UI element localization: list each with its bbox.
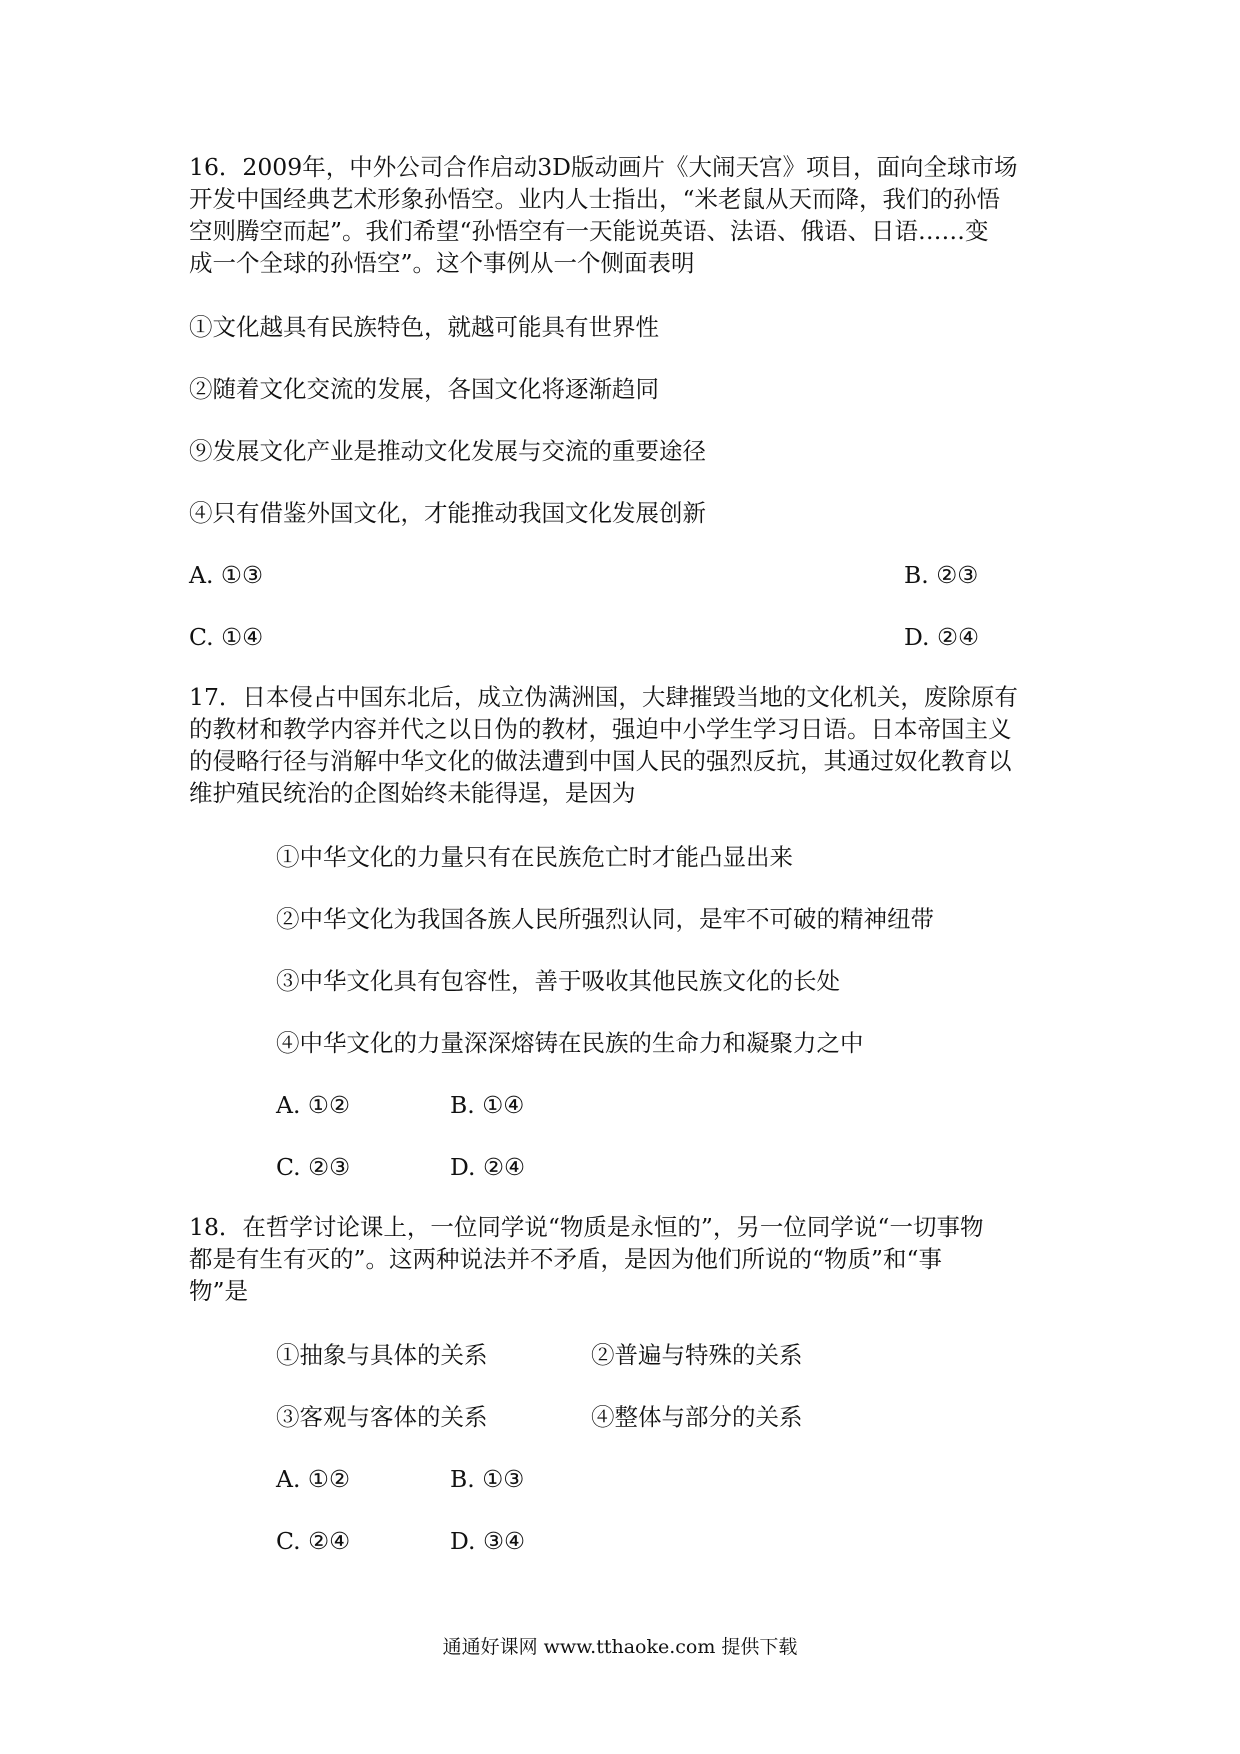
q18-stem-line-2: 都是有生有灭的”。这两种说法并不矛盾，是因为他们所说的“物质”和“事 <box>189 1245 943 1273</box>
q17-stem-line-4: 维护殖民统治的企图始终未能得逞，是因为 <box>189 779 636 807</box>
q18-option-d: D. ③④ <box>450 1527 526 1555</box>
q17-option-d: D. ②④ <box>450 1153 526 1181</box>
q16-option-a: A. ①③ <box>189 561 264 589</box>
q18-option-c: C. ②④ <box>276 1527 351 1555</box>
q17-stem-line-1: 17．日本侵占中国东北后，成立伪满洲国，大肆摧毁当地的文化机关，废除原有 <box>189 683 1018 711</box>
q17-stem-line-3: 的侵略行径与消解中华文化的做法遭到中国人民的强烈反抗，其通过奴化教育以 <box>189 747 1012 775</box>
q18-stem-line-1: 18．在哲学讨论课上，一位同学说“物质是永恒的”，另一位同学说“一切事物 <box>189 1213 984 1241</box>
q18-option-b: B. ①③ <box>450 1465 525 1493</box>
q18-statement-4: ④整体与部分的关系 <box>591 1403 803 1431</box>
q18-stem-line-3: 物”是 <box>189 1277 249 1305</box>
q17-statement-1: ①中华文化的力量只有在民族危亡时才能凸显出来 <box>276 843 793 871</box>
q16-option-d: D. ②④ <box>904 623 980 651</box>
q17-statement-4: ④中华文化的力量深深熔铸在民族的生命力和凝聚力之中 <box>276 1029 864 1057</box>
q16-stem-line-4: 成一个全球的孙悟空”。这个事例从一个侧面表明 <box>189 249 695 277</box>
q18-statement-3: ③客观与客体的关系 <box>276 1403 488 1431</box>
q17-statement-3: ③中华文化具有包容性，善于吸收其他民族文化的长处 <box>276 967 840 995</box>
q16-statement-2: ②随着文化交流的发展，各国文化将逐渐趋同 <box>189 375 659 403</box>
q16-stem-line-3: 空则腾空而起”。我们希望“孙悟空有一天能说英语、法语、俄语、日语……变 <box>189 217 989 245</box>
download-footer: 通通好课网 www.tthaoke.com 提供下载 <box>442 1636 798 1658</box>
q18-statement-1: ①抽象与具体的关系 <box>276 1341 488 1369</box>
q16-stem-line-2: 开发中国经典艺术形象孙悟空。业内人士指出，“米老鼠从天而降，我们的孙悟 <box>189 185 1001 213</box>
q17-option-c: C. ②③ <box>276 1153 351 1181</box>
q18-option-a: A. ①② <box>276 1465 351 1493</box>
q16-stem-line-1: 16．2009年，中外公司合作启动3D版动画片《大闹天宫》项目，面向全球市场 <box>189 153 1018 181</box>
q17-statement-2: ②中华文化为我国各族人民所强烈认同，是牢不可破的精神纽带 <box>276 905 934 933</box>
q17-option-a: A. ①② <box>276 1091 351 1119</box>
q17-stem-line-2: 的教材和教学内容并代之以日伪的教材，强迫中小学生学习日语。日本帝国主义 <box>189 715 1012 743</box>
q16-statement-3: ⑨发展文化产业是推动文化发展与交流的重要途径 <box>189 437 706 465</box>
q16-statement-1: ①文化越具有民族特色，就越可能具有世界性 <box>189 313 659 341</box>
q16-option-b: B. ②③ <box>904 561 979 589</box>
q17-option-b: B. ①④ <box>450 1091 525 1119</box>
q18-statement-2: ②普遍与特殊的关系 <box>591 1341 803 1369</box>
q16-option-c: C. ①④ <box>189 623 264 651</box>
q16-statement-4: ④只有借鉴外国文化，才能推动我国文化发展创新 <box>189 499 706 527</box>
